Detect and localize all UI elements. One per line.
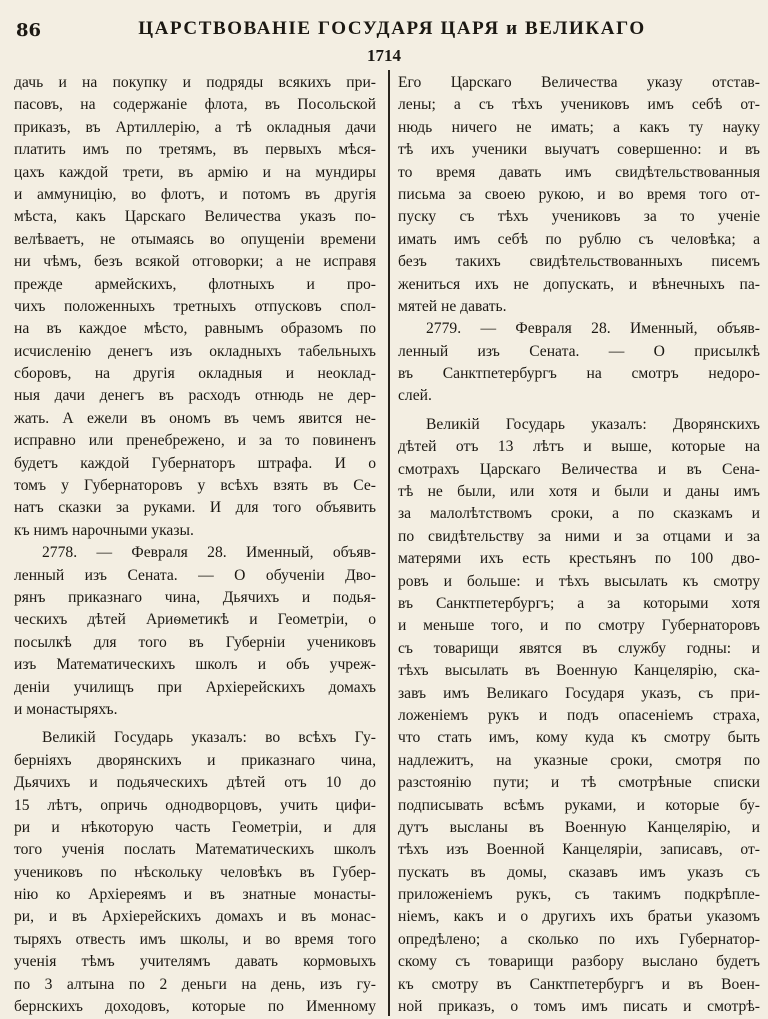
left-paragraph [14, 72, 376, 542]
text-line: ри, и въ Архіерейскихъ домахъ и въ монас- [14, 908, 376, 926]
text-line: ложеніемъ рукъ и подъ опасеніемъ страха, [398, 706, 760, 724]
text-line: жениться ихъ не допускать, и вѣнечныхъ па- [398, 275, 760, 293]
text-line: смотрахъ Царскаго Величества и въ Сена- [398, 460, 760, 478]
text-line: исправно или пренебрежено, и за то повиненъ [14, 432, 376, 450]
decree-2779-heading [398, 318, 760, 408]
text-line: сборовъ, на другія окладныя и неоклад- [14, 365, 376, 383]
left-column [14, 72, 376, 1018]
text-line: по 3 алтына по 2 деньги на день, изъ гу- [14, 975, 376, 993]
text-line: приказъ, въ Артиллерію, а тѣ окладныя дачи [14, 118, 376, 136]
text-line: пуску съ тѣхъ учениковъ за то ученіе [398, 208, 760, 226]
decree-2779-body [398, 414, 760, 1019]
text-line: тыряхъ отвесть имъ школы, и во время того [14, 930, 376, 948]
decree-heading-line: деніи училищъ при Архіерейскихъ домахъ [14, 678, 376, 696]
column-divider [388, 70, 390, 1016]
text-line: бернскихъ доходовъ, которые по Именному [14, 998, 376, 1016]
text-line: тѣхъ изъ Военной Канцеляріи, записавъ, от- [398, 841, 760, 859]
text-line: безъ такихъ свидѣтельствованныхъ писемъ [398, 253, 760, 271]
decree-heading-line: и монастыряхъ. [14, 700, 118, 718]
text-line: матерями ихъ есть крестьянъ по 100 дво- [398, 550, 760, 568]
text-line: прежде армейскихъ, флотныхъ и про- [14, 275, 376, 293]
text-line: ніемъ, какъ и о другихъ ихъ братьи указомъ [398, 908, 760, 926]
text-line: приложеніемъ рукъ, съ такимъ подкрѣпле- [398, 886, 760, 904]
text-line: берніяхъ дворянскихъ и приказнаго чина, [14, 751, 376, 769]
text-line: надлежитъ, на указные сроки, смотря по [398, 751, 760, 769]
text-line: цахъ каждой трети, въ армію и на мундиры [14, 163, 376, 181]
text-line: что стать имъ, кому куда къ смотру быть [398, 729, 760, 747]
text-line: дутъ высланы въ Военную Канцелярію, и [398, 818, 760, 836]
text-line: ри и нѣкоторую часть Геометріи, и для [14, 818, 376, 836]
text-line: велѣваетъ, не отымаясь во опущеніи времени [14, 230, 376, 248]
text-line: по свидѣтельству за ними и за отцами и за [398, 527, 760, 545]
text-line: нію ко Архіереямъ и въ знатные монасты- [14, 886, 376, 904]
text-line: и меньше того, и по смотру Губернаторовъ [398, 617, 760, 635]
text-line: ученія тѣмъ учителямъ давать кормовыхъ [14, 953, 376, 971]
decree-heading-line: рянъ приказнаго чина, Дьячихъ и подья- [14, 588, 376, 606]
running-title: ЦАРСТВОВАНІЕ ГОСУДАРЯ ЦАРЯ и ВЕЛИКАГО [138, 18, 646, 39]
decree-heading-line: ческихъ дѣтей Ариѳметикѣ и Геометріи, о [14, 611, 376, 629]
text-line: къ нимъ нарочными указы. [14, 521, 194, 539]
text-line: съ товарищи явятся въ службу годны: и [398, 639, 760, 657]
text-line: то время давать имъ свидѣтельствованныя [398, 163, 760, 181]
right-paragraph [398, 72, 760, 318]
text-line: къ смотру въ Санктпетербургъ и въ Воен- [398, 975, 760, 993]
text-line: учениковъ по нѣскольку человѣкъ въ Губер- [14, 863, 376, 881]
text-line: подписывать всѣмъ руками, и которые бу- [398, 796, 760, 814]
text-line: жать. А ежели въ ономъ въ чемъ явится не- [14, 409, 376, 427]
text-line: тѣ не были, или хотя и были и даны имъ [398, 483, 760, 501]
text-line: лены; а съ тѣхъ учениковъ имъ себѣ от- [398, 96, 760, 114]
text-line: разстоянію пути; и тѣ смотрѣные списки [398, 774, 760, 792]
text-line: завъ имъ Великаго Государя указъ, съ при- [398, 684, 760, 702]
decree-2778-body [14, 727, 376, 1018]
text-line: ни чѣмъ, безъ всякой отговорки; а не исправя [14, 253, 376, 271]
text-line: Дьячихъ и подьяческихъ дѣтей отъ 10 до [14, 774, 376, 792]
year-label: 1714 [367, 46, 401, 65]
text-line: натъ сказки за руками. И для того объявить [14, 499, 376, 517]
text-line: и аммуницію, во флотъ, и потомъ въ другія [14, 185, 376, 203]
decree-heading-line: слей. [398, 387, 432, 405]
text-line: мѣста, какъ Царскаго Величества указъ по- [14, 208, 376, 226]
text-line: исчисленію денегъ изъ окладныхъ табельныхъ [14, 342, 376, 360]
text-line: тѣхъ высылать въ Военную Канцелярію, ска- [398, 662, 760, 680]
decree-heading-line: въ Санктпетербургъ на смотръ недоро- [398, 365, 760, 383]
text-line: пасовъ, на содержаніе флота, въ Посольской [14, 96, 376, 114]
text-line: на въ каждое мѣсто, равнымъ образомъ по [14, 320, 376, 338]
text-line: того ученія послать Математическихъ школъ [14, 841, 376, 859]
decree-heading-line: 2779. — Февраля 28. Именный, объяв- [426, 320, 760, 338]
text-line: скому съ товарищи разбору выслано будетъ [398, 953, 760, 971]
page-number: 86 [16, 20, 42, 41]
text-line: тѣ ихъ ученики выучатъ совершенно: и въ [398, 141, 760, 159]
text-line: дачь и на покупку и подряды всякихъ при- [14, 74, 376, 91]
text-line: ныя дачи денегъ въ расходъ отнюдь не дер- [14, 387, 376, 405]
decree-heading-line: посылкѣ для того въ Губерніи учениковъ [14, 633, 376, 651]
text-line: Великій Государь указалъ: во всѣхъ Гу- [42, 729, 376, 747]
text-line: письма за своею рукою, и во время того от- [398, 185, 760, 203]
text-line: Его Царскаго Величества указу отстав- [398, 74, 760, 91]
text-line: за малолѣтствомъ сроки, а по сказкамъ и [398, 505, 760, 523]
decree-heading-line: ленный изъ Сената. — О присылкѣ [398, 342, 760, 360]
text-line: Великій Государь указалъ: Дворянскихъ [426, 415, 760, 433]
text-line: будетъ каждой Губернаторъ штрафа. И о [14, 454, 376, 472]
text-line: пускать въ домы, сказавъ имъ указъ съ [398, 863, 760, 881]
text-line: чихъ положенныхъ третныхъ отпусковъ спол- [14, 297, 376, 315]
text-line: 15 лѣтъ, опричь однодворцовъ, учить цифи- [14, 796, 376, 814]
text-line: ровъ и больше: и тѣхъ высылать къ смотру [398, 572, 760, 590]
decree-heading-line: 2778. — Февраля 28. Именный, объяв- [42, 544, 376, 562]
text-line: мятей не давать. [398, 297, 507, 315]
page-header [0, 18, 768, 80]
right-column [398, 72, 760, 1018]
decree-2778-heading [14, 542, 376, 721]
decree-heading-line: изъ Математическихъ школъ и объ учреж- [14, 656, 376, 674]
text-line: имать имъ себѣ по рублю съ человѣка; а [398, 230, 760, 248]
text-line: платить имъ по третямъ, въ первыхъ мѣся- [14, 141, 376, 159]
text-line: томъ у Губернаторовъ у всѣхъ взять въ Се- [14, 477, 376, 495]
text-line: въ Санктпетербургъ; а за которыми хотя [398, 594, 760, 612]
text-line: ной приказъ, о томъ имъ писать и смотрѣ- [398, 998, 760, 1016]
decree-heading-line: ленный изъ Сената. — О обученіи Дво- [14, 566, 376, 584]
text-line: нюдь ничего не имать; а какъ ту науку [398, 118, 760, 136]
text-line: дѣтей отъ 13 лѣтъ и выше, которые на [398, 438, 760, 456]
text-line: опредѣлено; а сколько по ихъ Губернатор- [398, 930, 760, 948]
